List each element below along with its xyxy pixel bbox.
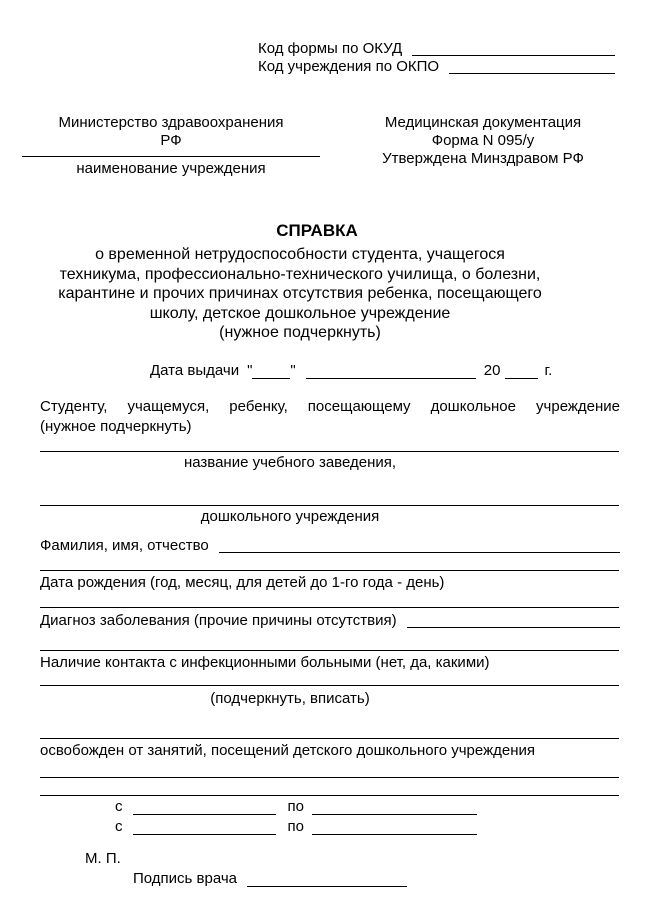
preschool-field-line (40, 505, 619, 506)
diagnosis-row (40, 611, 620, 630)
diagnosis-label: Диагноз заболевания (прочие причины отсутствия) (40, 612, 397, 629)
contact-field-line (40, 685, 619, 686)
okpo-row (258, 58, 615, 76)
period-to-field-line (312, 819, 477, 835)
form-title: СПРАВКА (276, 221, 358, 240)
release-field-line-1 (40, 777, 619, 778)
release-field-line-2 (40, 795, 619, 796)
full-name-field-line (219, 552, 620, 553)
doc-info-line3: Утверждена Минздравом РФ (382, 150, 584, 167)
issue-month-field-line (306, 363, 476, 379)
diagnosis-field-line-top (40, 607, 619, 608)
birthdate-field-line (40, 570, 619, 571)
period-to-field-line (312, 799, 477, 815)
school-name-field-line (40, 451, 619, 452)
doctor-signature-row (133, 870, 407, 888)
institution-name-caption: наименование учреждения (76, 160, 266, 177)
doctor-signature-field-line (247, 871, 407, 887)
period-row-2 (115, 820, 477, 836)
contact-label: Наличие контакта с инфекционными больными (нет, да, какими) (40, 654, 490, 671)
issue-date-label: Дата выдачи (150, 362, 240, 379)
recipient-text: Студенту, учащемуся, ребенку, посещающему дошкольное учреждение (40, 398, 620, 415)
subtitle-line: карантине и прочих причинах отсутствия ребенка, посещающего (58, 285, 542, 302)
okpo-label: Код учреждения по ОКПО (258, 58, 440, 75)
issue-year-field-line (505, 363, 538, 379)
ministry-line1: Министерство здравоохранения (58, 114, 284, 131)
okud-label: Код формы по ОКУД (258, 40, 403, 57)
period-row-1 (115, 800, 477, 816)
doc-info-line1: Медицинская документация (384, 114, 582, 131)
contact-field-line-top (40, 650, 619, 651)
release-field-line-top (40, 738, 619, 739)
contact-underline-note: (подчеркнуть, вписать) (210, 690, 370, 707)
code-block (258, 40, 615, 76)
recipient-underline-note: (нужное подчеркнуть) (40, 418, 192, 435)
release-label: освобожден от занятий, посещений детского дошкольного учреждения (40, 742, 535, 759)
period-from-field-line (133, 799, 276, 815)
close-quote: " (290, 362, 296, 379)
institution-name-field-line (22, 156, 320, 157)
school-name-caption: название учебного заведения, (183, 454, 397, 471)
subtitle-line: школу, детское дошкольное учреждение (149, 304, 451, 322)
okud-field-line (412, 55, 615, 56)
issue-date-row (150, 362, 552, 380)
period-from-field-line (133, 819, 276, 835)
subtitle-line: техникума, профессионально-технического училища, о болезни, (59, 265, 541, 283)
ministry-block (22, 114, 320, 178)
recipient-block (40, 397, 620, 437)
ministry-line2: РФ (160, 132, 182, 149)
period-to-label: по (287, 798, 304, 815)
okud-row (258, 40, 615, 58)
open-quote: " (247, 362, 253, 379)
birthdate-label: Дата рождения (год, месяц, для детей до 1-го года - день) (40, 574, 445, 591)
doctor-signature-label: Подпись врача (133, 870, 238, 887)
doc-info-block (348, 114, 618, 168)
doc-info-line2: Форма N 095/у (431, 132, 535, 149)
diagnosis-field-line (407, 627, 620, 628)
period-to-label: по (287, 818, 304, 835)
preschool-caption: дошкольного учреждения (200, 508, 380, 525)
full-name-row (40, 538, 620, 555)
period-from-label: с (115, 818, 123, 835)
full-name-label: Фамилия, имя, отчество (40, 537, 209, 554)
issue-day-field-line (252, 363, 290, 379)
stamp-place-label: М. П. (85, 850, 121, 867)
form-subtitle (0, 245, 600, 343)
year-suffix: г. (544, 362, 553, 379)
subtitle-line: о временной нетрудоспособности студента, учащегося (95, 246, 505, 263)
subtitle-underline-note: (нужное подчеркнуть) (219, 324, 381, 341)
okpo-field-line (449, 73, 615, 74)
period-from-label: с (115, 798, 123, 815)
year-century: 20 (483, 362, 501, 379)
